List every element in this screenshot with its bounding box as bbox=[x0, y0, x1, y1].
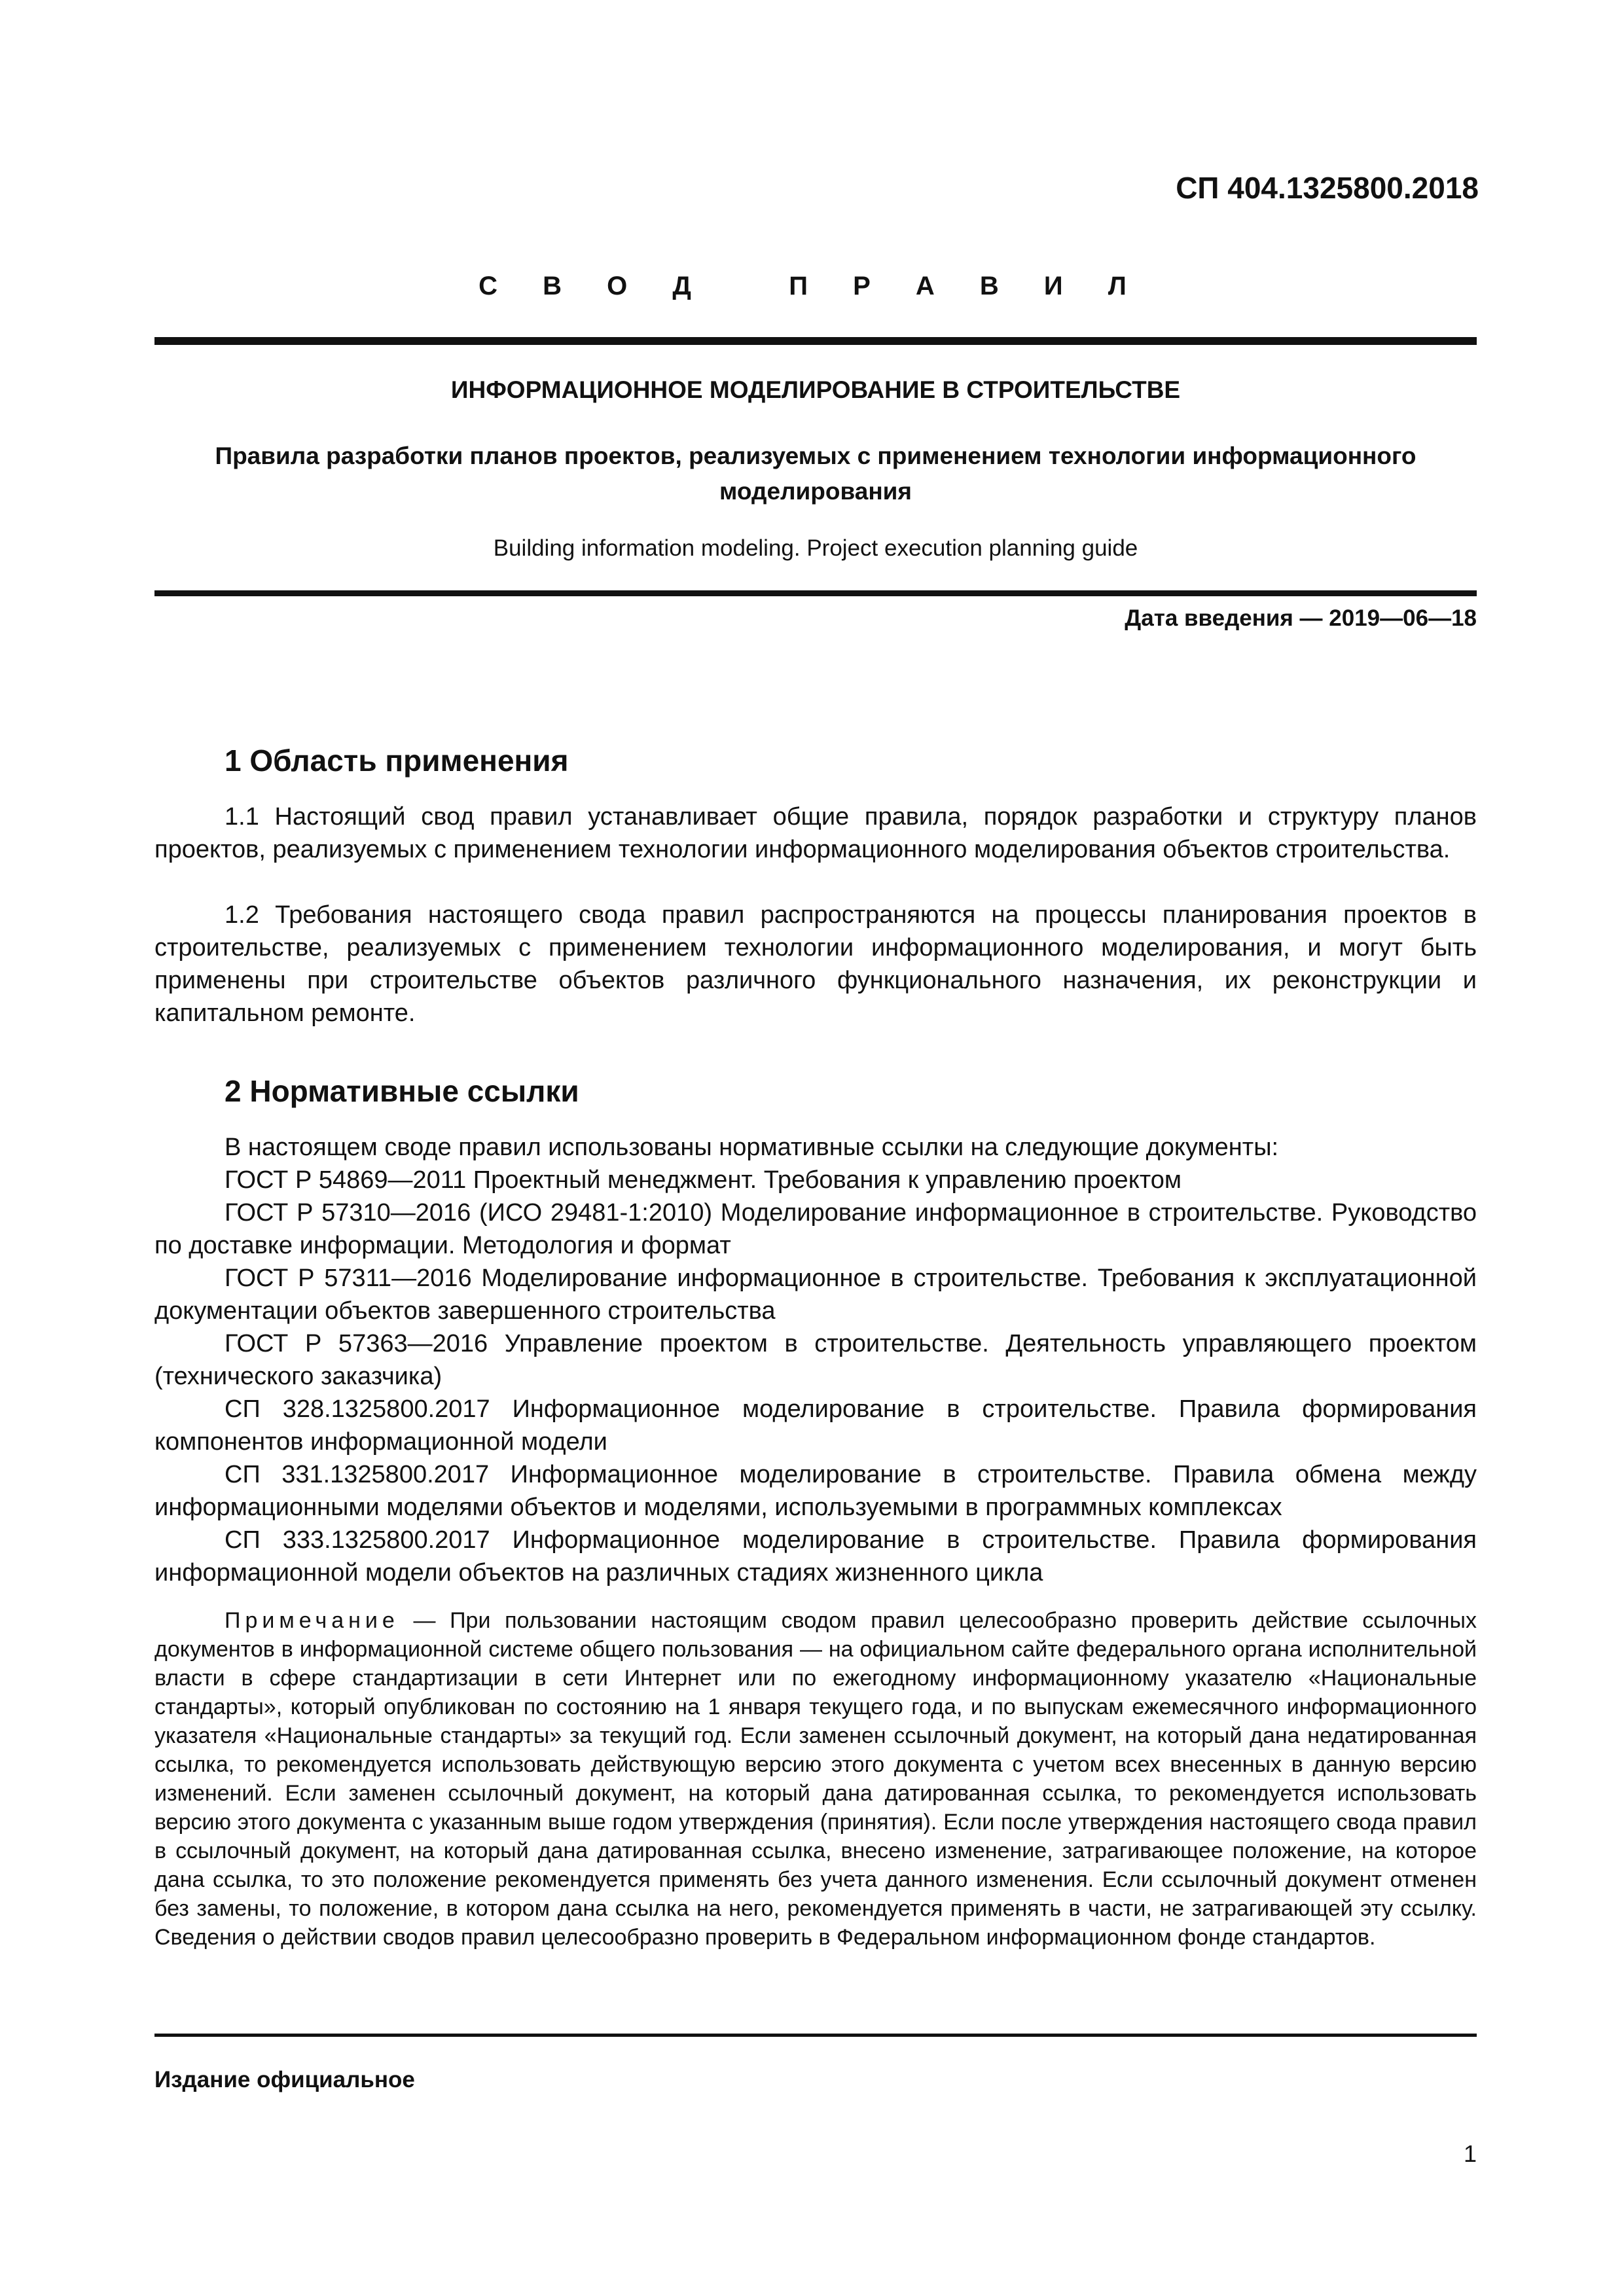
note-text: — При пользовании настоящим сводом правил целесообразно проверить действие ссылочных документов в информационной системе общего пользования — на официальном сайте федерального органа исполнительной власти в сфере стандартизации в сети Интернет или по ежегодному информационному указателю «Национальные стандарты», который опубликован по состоянию на 1 января текущего года, и по выпускам ежемесячного информационного указателя «Национальные стандарты» за текущий год. Если заменен ссылочный документ, на который дана недатированная ссылка, то рекомендуется использовать действующую версию этого документа с учетом всех внесенных в данную версию изменений. Если заменен ссылочный документ, на который дана датированная ссылка, то рекомендуется использовать версию этого документа с указанным выше годом утверждения (принятия). Если после утверждения настоящего свода правил в ссылочный документ, на который дана датированная ссылка, внесено изменение, затрагивающее положение, на которое дана ссылка, то это положение рекомендуется применять без учета данного изменения. Если ссылочный документ отменен без замены, то положение, в котором дана ссылка на него, рекомендуется применять в части, не затрагивающей эту ссылку. Сведения о действии сводов правил целесообразно проверить в Федеральном информационном фонде стандартов. bbox=[154, 1608, 1477, 1950]
section-heading-references: 2 Нормативные ссылки bbox=[225, 1074, 579, 1108]
edition-label: Издание официальное bbox=[154, 2067, 415, 2092]
references-note bbox=[154, 1606, 1477, 1952]
reference-item: ГОСТ Р 57310—2016 (ИСО 29481-1:2010) Моделирование информационное в строительстве. Руководство по доставке информации. Методология и формат bbox=[154, 1199, 1477, 1259]
introduction-date: Дата введения — 2019—06—18 bbox=[1125, 605, 1477, 631]
reference-item: СП 331.1325800.2017 Информационное моделирование в строительстве. Правила обмена между информационными моделями объектов и моделями, используемыми в программных комплексах bbox=[154, 1461, 1477, 1521]
reference-item: СП 328.1325800.2017 Информационное моделирование в строительстве. Правила формирования компонентов информационной модели bbox=[154, 1395, 1477, 1456]
footer-divider bbox=[154, 2034, 1477, 2037]
paragraph-1-1: 1.1 Настоящий свод правил устанавливает общие правила, порядок разработки и структуру планов проектов, реализуемых с применением технологии информационного моделирования объектов строительства. bbox=[154, 803, 1477, 863]
reference-item: СП 333.1325800.2017 Информационное моделирование в строительстве. Правила формирования информационной модели объектов на различных стадиях жизненного цикла bbox=[154, 1526, 1477, 1587]
document-title: ИНФОРМАЦИОННОЕ МОДЕЛИРОВАНИЕ В СТРОИТЕЛЬСТВЕ bbox=[450, 376, 1181, 403]
page-number: 1 bbox=[1463, 2140, 1477, 2167]
reference-item: ГОСТ Р 54869—2011 Проектный менеджмент. Требования к управлению проектом bbox=[225, 1166, 1182, 1194]
document-type: С В О Д П Р А В И Л bbox=[478, 272, 1146, 300]
document-subtitle: Правила разработки планов проектов, реализуемых с применением технологии информационного моделирования bbox=[215, 442, 1416, 505]
document-code: СП 404.1325800.2018 bbox=[1176, 171, 1479, 205]
english-title: Building information modeling. Project execution planning guide bbox=[493, 535, 1138, 561]
references-intro: В настоящем своде правил использованы нормативные ссылки на следующие документы: bbox=[225, 1134, 1279, 1161]
reference-item: ГОСТ Р 57363—2016 Управление проектом в строительстве. Деятельность управляющего проектом (технического заказчика) bbox=[154, 1330, 1477, 1390]
reference-item: ГОСТ Р 57311—2016 Моделирование информационное в строительстве. Требования к эксплуатационной документации объектов завершенного строительства bbox=[154, 1265, 1477, 1325]
title-divider bbox=[154, 590, 1477, 596]
paragraph-1-2: 1.2 Требования настоящего свода правил распространяются на процессы планирования проектов в строительстве, реализуемых с применением технологии информационного моделирования, и могут быть применены при строительстве объектов различного функционального назначения, их реконструкции и капитальном ремонте. bbox=[154, 901, 1477, 1027]
top-divider bbox=[154, 337, 1477, 345]
section-heading-scope: 1 Область применения bbox=[225, 744, 569, 778]
note-label: Примечание bbox=[225, 1608, 399, 1633]
